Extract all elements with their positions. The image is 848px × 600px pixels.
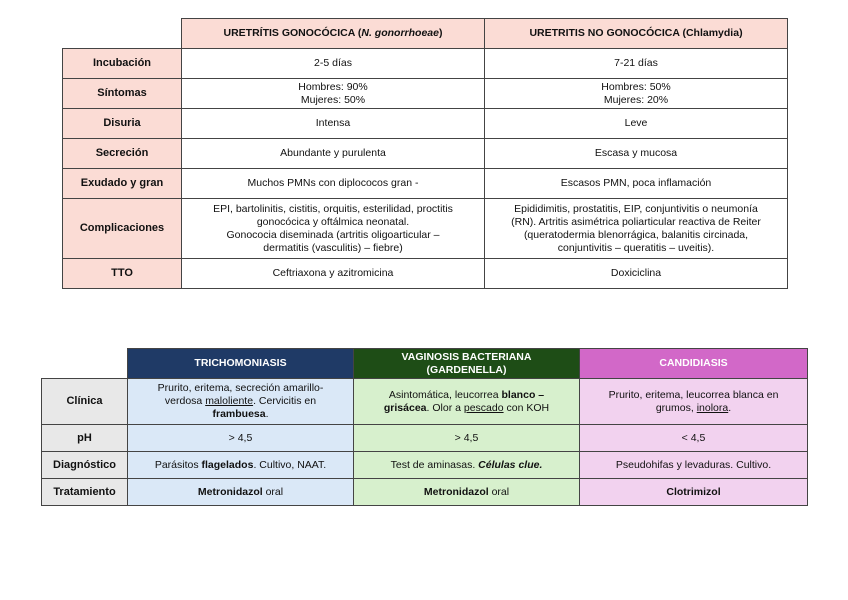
cell-gono: Muchos PMNs con diplococos gran - (182, 169, 485, 199)
col-header-vaginosis: VAGINOSIS BACTERIANA (GARDENELLA) (354, 349, 580, 379)
row-label: pH (42, 425, 128, 452)
cell-vaginosis: > 4,5 (354, 425, 580, 452)
cell-nogono: Escasa y mucosa (485, 139, 788, 169)
cell-gono: Abundante y purulenta (182, 139, 485, 169)
row-label: TTO (63, 259, 182, 289)
cell-nogono: Epididimitis, prostatitis, EIP, conjuntivitis o neumonía (RN). Artritis asimétrica poliarticular reactiva de Reiter (queratodermia blenorrágica, balanitis circinada, conjuntivitis – queratitis – uveitis). (485, 199, 788, 259)
cell-nogono: Hombres: 50% Mujeres: 20% (485, 79, 788, 109)
row-label: Tratamiento (42, 479, 128, 506)
cell-candidiasis: Clotrimizol (580, 479, 808, 506)
cell-gono: Intensa (182, 109, 485, 139)
cell-nogono: 7-21 días (485, 49, 788, 79)
row-label: Exudado y gran (63, 169, 182, 199)
cell-gono: Ceftriaxona y azitromicina (182, 259, 485, 289)
cell-candidiasis: Pseudohifas y levaduras. Cultivo. (580, 452, 808, 479)
cell-candidiasis: Prurito, eritema, leucorrea blanca en grumos, inolora. (580, 379, 808, 425)
row-label: Disuria (63, 109, 182, 139)
cell-nogono: Leve (485, 109, 788, 139)
corner-cell (42, 349, 128, 379)
col-header-no-gonococica: URETRITIS NO GONOCÓCICA (Chlamydia) (485, 19, 788, 49)
row-label: Secreción (63, 139, 182, 169)
cell-vaginosis: Metronidazol oral (354, 479, 580, 506)
cell-gono: EPI, bartolinitis, cistitis, orquitis, esterilidad, proctitis gonocócica y oftálmica neonatal. Gonococia diseminada (artritis oligoarticular – dermatitis (vasculitis) – fiebre) (182, 199, 485, 259)
cell-trichomoniasis: Prurito, eritema, secreción amarillo- verdosa maloliente. Cervicitis en frambuesa. (128, 379, 354, 425)
corner-cell (63, 19, 182, 49)
row-label: Síntomas (63, 79, 182, 109)
cell-vaginosis: Asintomática, leucorrea blanco – grisácea. Olor a pescado con KOH (354, 379, 580, 425)
cell-candidiasis: < 4,5 (580, 425, 808, 452)
cell-trichomoniasis: Parásitos flagelados. Cultivo, NAAT. (128, 452, 354, 479)
cell-nogono: Doxiciclina (485, 259, 788, 289)
cell-trichomoniasis: > 4,5 (128, 425, 354, 452)
cell-trichomoniasis: Metronidazol oral (128, 479, 354, 506)
row-label: Complicaciones (63, 199, 182, 259)
cell-vaginosis: Test de aminasas. Células clue. (354, 452, 580, 479)
col-header-gonococica: URETRÍTIS GONOCÓCICA (N. gonorrhoeae) (182, 19, 485, 49)
col-header-candidiasis: CANDIDIASIS (580, 349, 808, 379)
vaginitis-table (41, 348, 808, 506)
row-label: Incubación (63, 49, 182, 79)
uretritis-table (62, 18, 788, 289)
row-label: Diagnóstico (42, 452, 128, 479)
cell-gono: Hombres: 90% Mujeres: 50% (182, 79, 485, 109)
cell-gono: 2-5 días (182, 49, 485, 79)
row-label: Clínica (42, 379, 128, 425)
cell-nogono: Escasos PMN, poca inflamación (485, 169, 788, 199)
col-header-trichomoniasis: TRICHOMONIASIS (128, 349, 354, 379)
